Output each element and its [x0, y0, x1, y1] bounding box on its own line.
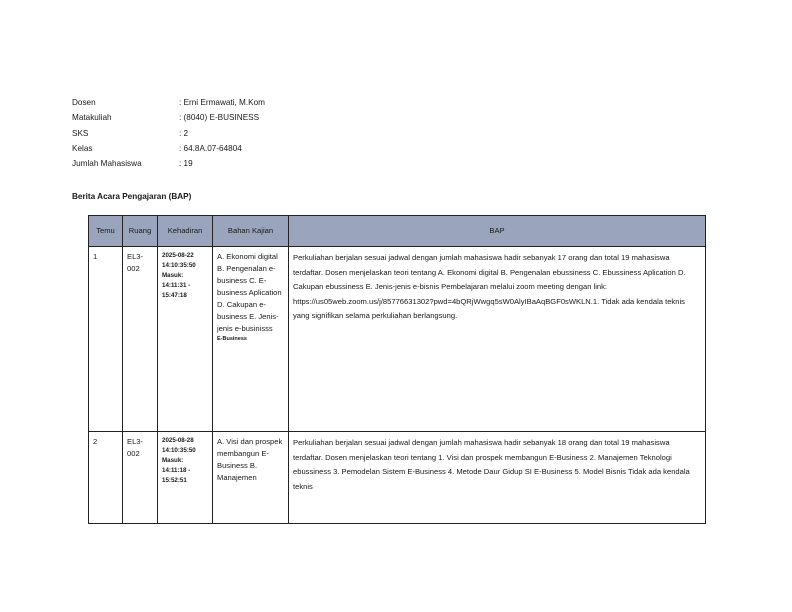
bahan-kajian-text: A. Ekonomi digital B. Pengenalan e-business C. E-business Aplication D. Cakupan e-business E. Jenis-jenis e-businisss [217, 252, 282, 333]
table-header-row [89, 216, 706, 247]
info-label: Kelas [72, 143, 93, 153]
kehadiran-masuk: Masuk: [162, 457, 184, 464]
info-row-dosen [72, 98, 265, 113]
kehadiran-range: 14:11:31 - 15:47:18 [162, 282, 191, 299]
bahan-kajian-course: E-Business [217, 336, 247, 342]
section-title: Berita Acara Pengajaran (BAP) [72, 192, 192, 201]
kehadiran-range: 14:11:18 - 15:52:51 [162, 467, 191, 484]
header-temu: Temu [89, 216, 123, 247]
cell-kehadiran [158, 432, 213, 524]
bap-table [88, 215, 706, 524]
cell-temu: 2 [89, 432, 123, 524]
cell-bap: Perkuliahan berjalan sesuai jadwal dengan jumlah mahasiswa hadir sebanyak 18 orang dan total 19 mahasiswa terdaftar. Dosen menjelaskan teori tentang 1. Visi dan prospek membangun E-Business 2. Manajemen Teknologi ebussiness 3. Pemodelan Sistem E-Business 4. Metode Daur Gidup SI E-Business 5. Model Bisnis Tidak ada kendala teknis [289, 432, 706, 524]
kehadiran-time: 14:10:35:50 [162, 262, 196, 269]
info-label: SKS [72, 128, 89, 138]
info-row-kelas [72, 144, 265, 159]
kehadiran-time: 14:10:35:50 [162, 447, 196, 454]
cell-bahan-kajian [213, 247, 289, 432]
info-row-matakuliah [72, 113, 265, 128]
header-kehadiran: Kehadiran [158, 216, 213, 247]
cell-temu: 1 [89, 247, 123, 432]
table-row [89, 432, 706, 524]
kehadiran-date: 2025-08-28 [162, 437, 194, 444]
info-row-sks [72, 129, 265, 144]
header-ruang: Ruang [123, 216, 158, 247]
header-bap: BAP [289, 216, 706, 247]
course-info [72, 98, 265, 174]
cell-kehadiran [158, 247, 213, 432]
cell-ruang: EL3-002 [123, 432, 158, 524]
cell-bahan-kajian [213, 432, 289, 524]
info-value: : Erni Ermawati, M.Kom [179, 98, 265, 107]
bahan-kajian-text: A. Visi dan prospek membangun E-Business B. Manajemen [217, 437, 283, 482]
cell-ruang: EL3-002 [123, 247, 158, 432]
info-value: : (8040) E-BUSINESS [179, 113, 260, 123]
info-value: : 64.8A.07-64804 [179, 143, 242, 153]
header-bahan-kajian: Bahan Kajian [213, 216, 289, 247]
info-label: Dosen [72, 98, 96, 107]
table-row [89, 247, 706, 432]
cell-bap: Perkuliahan berjalan sesuai jadwal dengan jumlah mahasiswa hadir sebanyak 17 orang dan total 19 mahasiswa terdaftar. Dosen menjelaskan teori tentang A. Ekonomi digital B. Pengenalan ebussiness C. Ebussiness Aplication D. Cakupan ebussiness E. Jenis-jenis e-bisnis Pembelajaran melalui zoom meeting dengan link: https://us05web.zoom.us/j/85776631302?pwd=4bQRjWwgq5sW0AlyIBaAqBGF0sWKLN.1. Tidak ada kendala teknis yang signifikan selama perkuliahan berlangsung. [289, 247, 706, 432]
info-value: : 19 [179, 159, 193, 169]
info-value: : 2 [179, 128, 189, 138]
info-label: Matakuliah [72, 113, 112, 123]
info-row-jumlah-mahasiswa [72, 159, 265, 174]
kehadiran-masuk: Masuk: [162, 272, 184, 279]
info-label: Jumlah Mahasiswa [72, 159, 142, 169]
kehadiran-date: 2025-08-22 [162, 252, 194, 259]
